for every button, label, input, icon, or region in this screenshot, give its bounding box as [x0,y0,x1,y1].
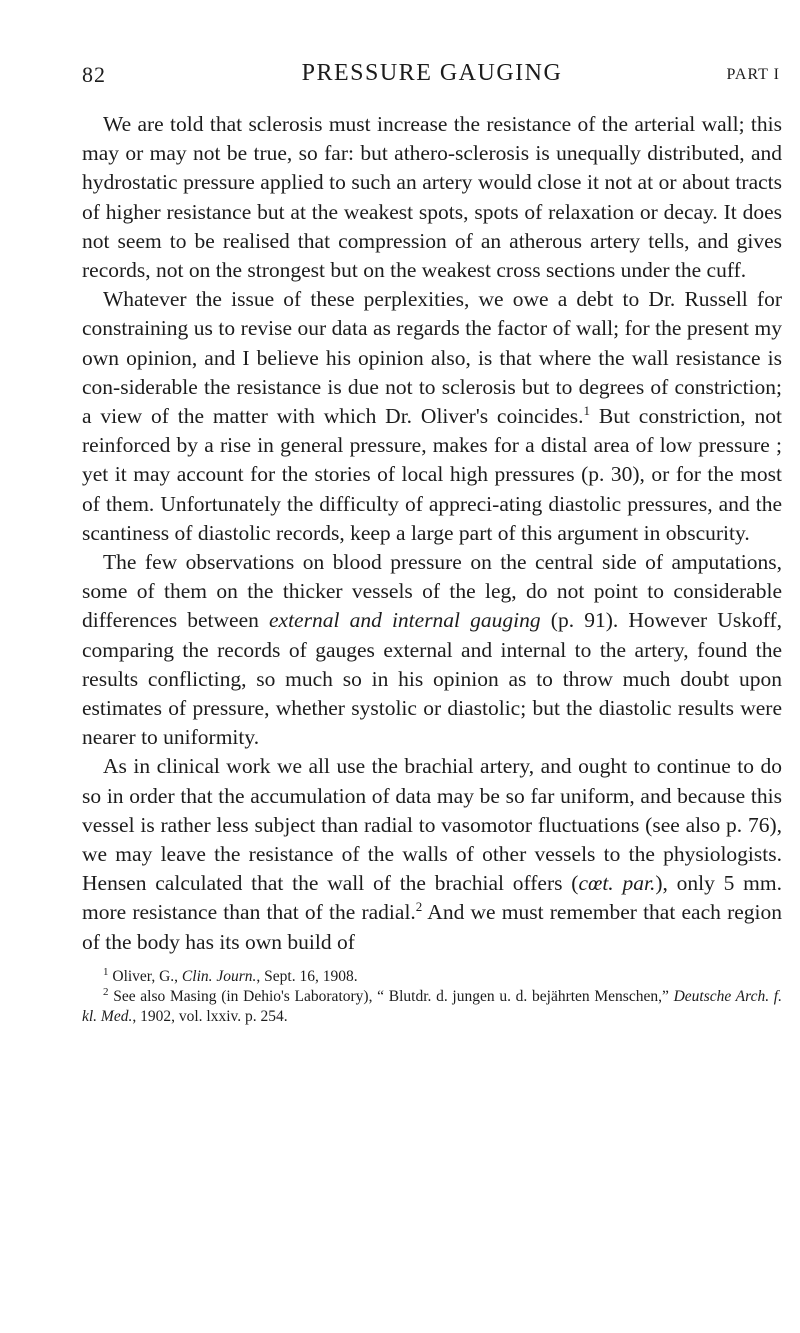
paragraph-text: And we must remember that each region of the body has its own build of [82,900,782,954]
paragraph-text: But constriction, not reinforced by a rise in general pressure, makes for a distal area of low pressure ; yet it may account for the stories of local high pressures (p. 30), or for the most of them. Unfortunately the difficulty of appreci-ating diastolic pressures, and the scantiness of diastolic records, keep a large part of this argument in obscurity. [82,404,782,545]
footnote [82,967,782,987]
body-text [82,110,782,957]
footnotes [82,967,782,1027]
footnote-ref: 1 [583,403,591,419]
page-number: 82 [82,62,106,87]
footnote-mark: 2 [103,985,109,998]
footnote-text: , Sept. 16, 1908. [256,967,358,985]
paragraph [82,548,782,752]
paragraph-text: As in clinical work we all use the brachial artery, and ought to continue to do so in order that the accumulation of data may be so far uniform, and because this vessel is rather less subject than radial to vasomotor fluctuations (see also p. 76), we may leave the resistance of the walls of other vessels to the physiologists. Hensen calculated that the wall of the brachial offers ( [82,754,782,896]
footnote-mark: 1 [103,965,109,978]
paragraph-text: Whatever the issue of these perplexities, we owe a debt to Dr. Russell for constraining us to revise our data as regards the factor of wall; for the present my own opinion, and I believe his opinion also, is that where the wall resistance is con-siderable the resistance is due not to sclerosis but to degrees of constriction; a view of the matter with which Dr. Oliver's coincides. [82,287,782,429]
paragraph-text: The few observations on blood pressure on the central side of amputations, some of them on the thicker vessels of the leg, do not point to considerable differences between [82,550,782,633]
footnote-text: Oliver, G., [108,967,182,985]
italic-text: external and internal gauging [269,608,541,633]
paragraph [82,285,782,548]
italic-text: Clin. Journ. [181,967,257,985]
paragraph-text: (p. 91). However Uskoff, comparing the records of gauges external and internal to the artery, found the results conflicting, so much so in his opinion as to throw much doubt upon estimates of pressure, whether systolic or diastolic; but the diastolic results were nearer to uniformity. [82,608,783,750]
running-title: PRESSURE GAUGING [301,60,563,86]
paragraph [82,110,782,285]
part-label: PART I [726,66,780,83]
italic-text: Deutsche Arch. f. kl. Med. [82,987,782,1025]
footnote-ref: 2 [415,899,423,915]
footnote [82,987,782,1027]
italic-text: cœt. par. [578,871,656,896]
paragraph-text: We are told that sclerosis must increase the resistance of the arterial wall; this may or may not be true, so far: but athero-sclerosis is unequally distributed, and hydrostatic pressure applied to such an artery would close it not at or about tracts of higher resistance but at the weakest spots, spots of relaxation or decay. It does not seem to be realised that compression of an atherous artery tells, and gives records, not on the strongest but on the weakest cross sections under the cuff. [82,112,782,283]
footnote-text: See also Masing (in Dehio's Laboratory), “ Blutdr. d. jungen u. d. bejährten Menschen,” [108,987,674,1005]
paragraph [82,752,782,956]
book-page [82,60,782,1027]
footnote-text: , 1902, vol. lxxiv. p. 254. [132,1007,288,1025]
paragraph-text: ), only 5 mm. more resistance than that of the radial. [82,871,782,925]
running-head [82,60,782,94]
